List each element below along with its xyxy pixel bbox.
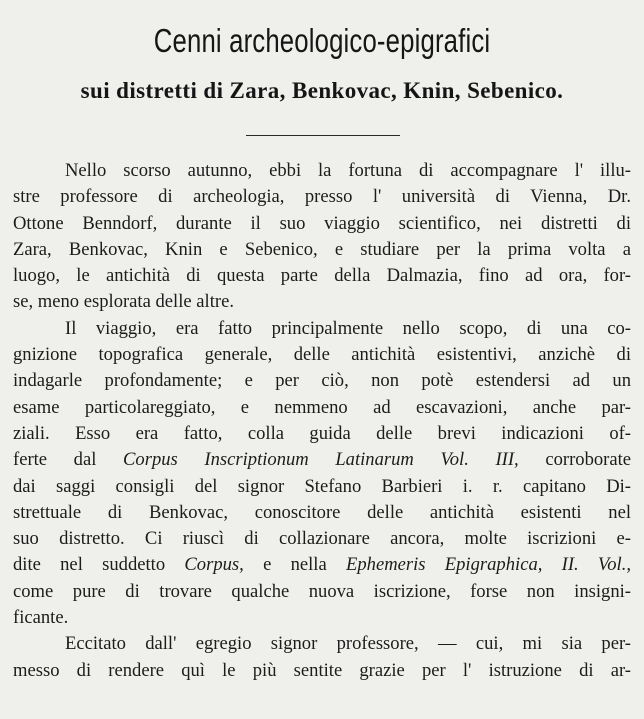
text-line: ziali. Esso era fatto, colla guida delle brevi indicazioni of- (13, 422, 631, 444)
paragraph-3 (13, 631, 631, 684)
page-title: Cenni archeologico-epigrafici (153, 22, 491, 59)
text-line: messo di rendere quì le più sentite grazie per l' istruzione di ar- (13, 659, 631, 681)
citation-ephemeris: Ephemeris Epigraphica, II. Vol., (346, 554, 631, 576)
text-line: Ottone Benndorf, durante il suo viaggio scientifico, nei distretti di (13, 212, 631, 234)
text-line-with-citation (13, 447, 631, 473)
paragraph-1 (13, 158, 631, 316)
article-body (13, 158, 631, 684)
text-line: stre professore di archeologia, presso l' università di Vienna, Dr. (13, 186, 631, 208)
text-fragment: corroborate (545, 449, 631, 471)
text-line: Nello scorso autunno, ebbi la fortuna di accompagnare l' illu- (65, 160, 631, 181)
citation-corpus-short: Corpus, (184, 554, 244, 576)
text-fragment: ferte dal (13, 449, 97, 471)
text-line: Eccitato dall' egregio signor professore, — cui, mi sia per- (65, 633, 631, 655)
text-line: strettuale di Benkovac, conoscitore delle antichità esistenti nel (13, 501, 631, 523)
text-line: indagarle profondamente; e per ciò, non potè estendersi ad un (13, 370, 631, 392)
title-divider (246, 135, 400, 136)
text-line: esame particolareggiato, e nemmeno ad escavazioni, anche par- (13, 396, 631, 418)
text-line: suo distretto. Ci riuscì di collazionare ancora, molte iscrizioni e- (13, 528, 631, 550)
text-line: luogo, le antichità di questa parte della Dalmazia, fino ad ora, for- (13, 265, 631, 287)
text-line: Zara, Benkovac, Knin e Sebenico, e studiare per la prima volta a (13, 238, 631, 260)
citation-corpus: Corpus Inscriptionum Latinarum Vol. III, (123, 449, 519, 471)
text-line: come pure di trovare qualche nuova iscrizione, forse non insigni- (13, 580, 631, 602)
paragraph-2 (13, 316, 631, 632)
text-line: ficante. (13, 607, 69, 629)
text-line: dai saggi consigli del signor Stefano Barbieri i. r. capitano Di- (13, 475, 631, 497)
text-line: se, meno esplorata delle altre. (13, 291, 234, 313)
text-line: Il viaggio, era fatto principalmente nello scopo, di una co- (65, 317, 631, 339)
text-line: gnizione topografica generale, delle antichità esistentivi, anzichè di (13, 344, 631, 366)
page-subtitle: sui distretti di Zara, Benkovac, Knin, Sebenico. (80, 78, 564, 103)
text-fragment: e nella (263, 554, 327, 576)
text-fragment: dite nel suddetto (13, 554, 166, 576)
text-line-with-citation (13, 552, 631, 578)
